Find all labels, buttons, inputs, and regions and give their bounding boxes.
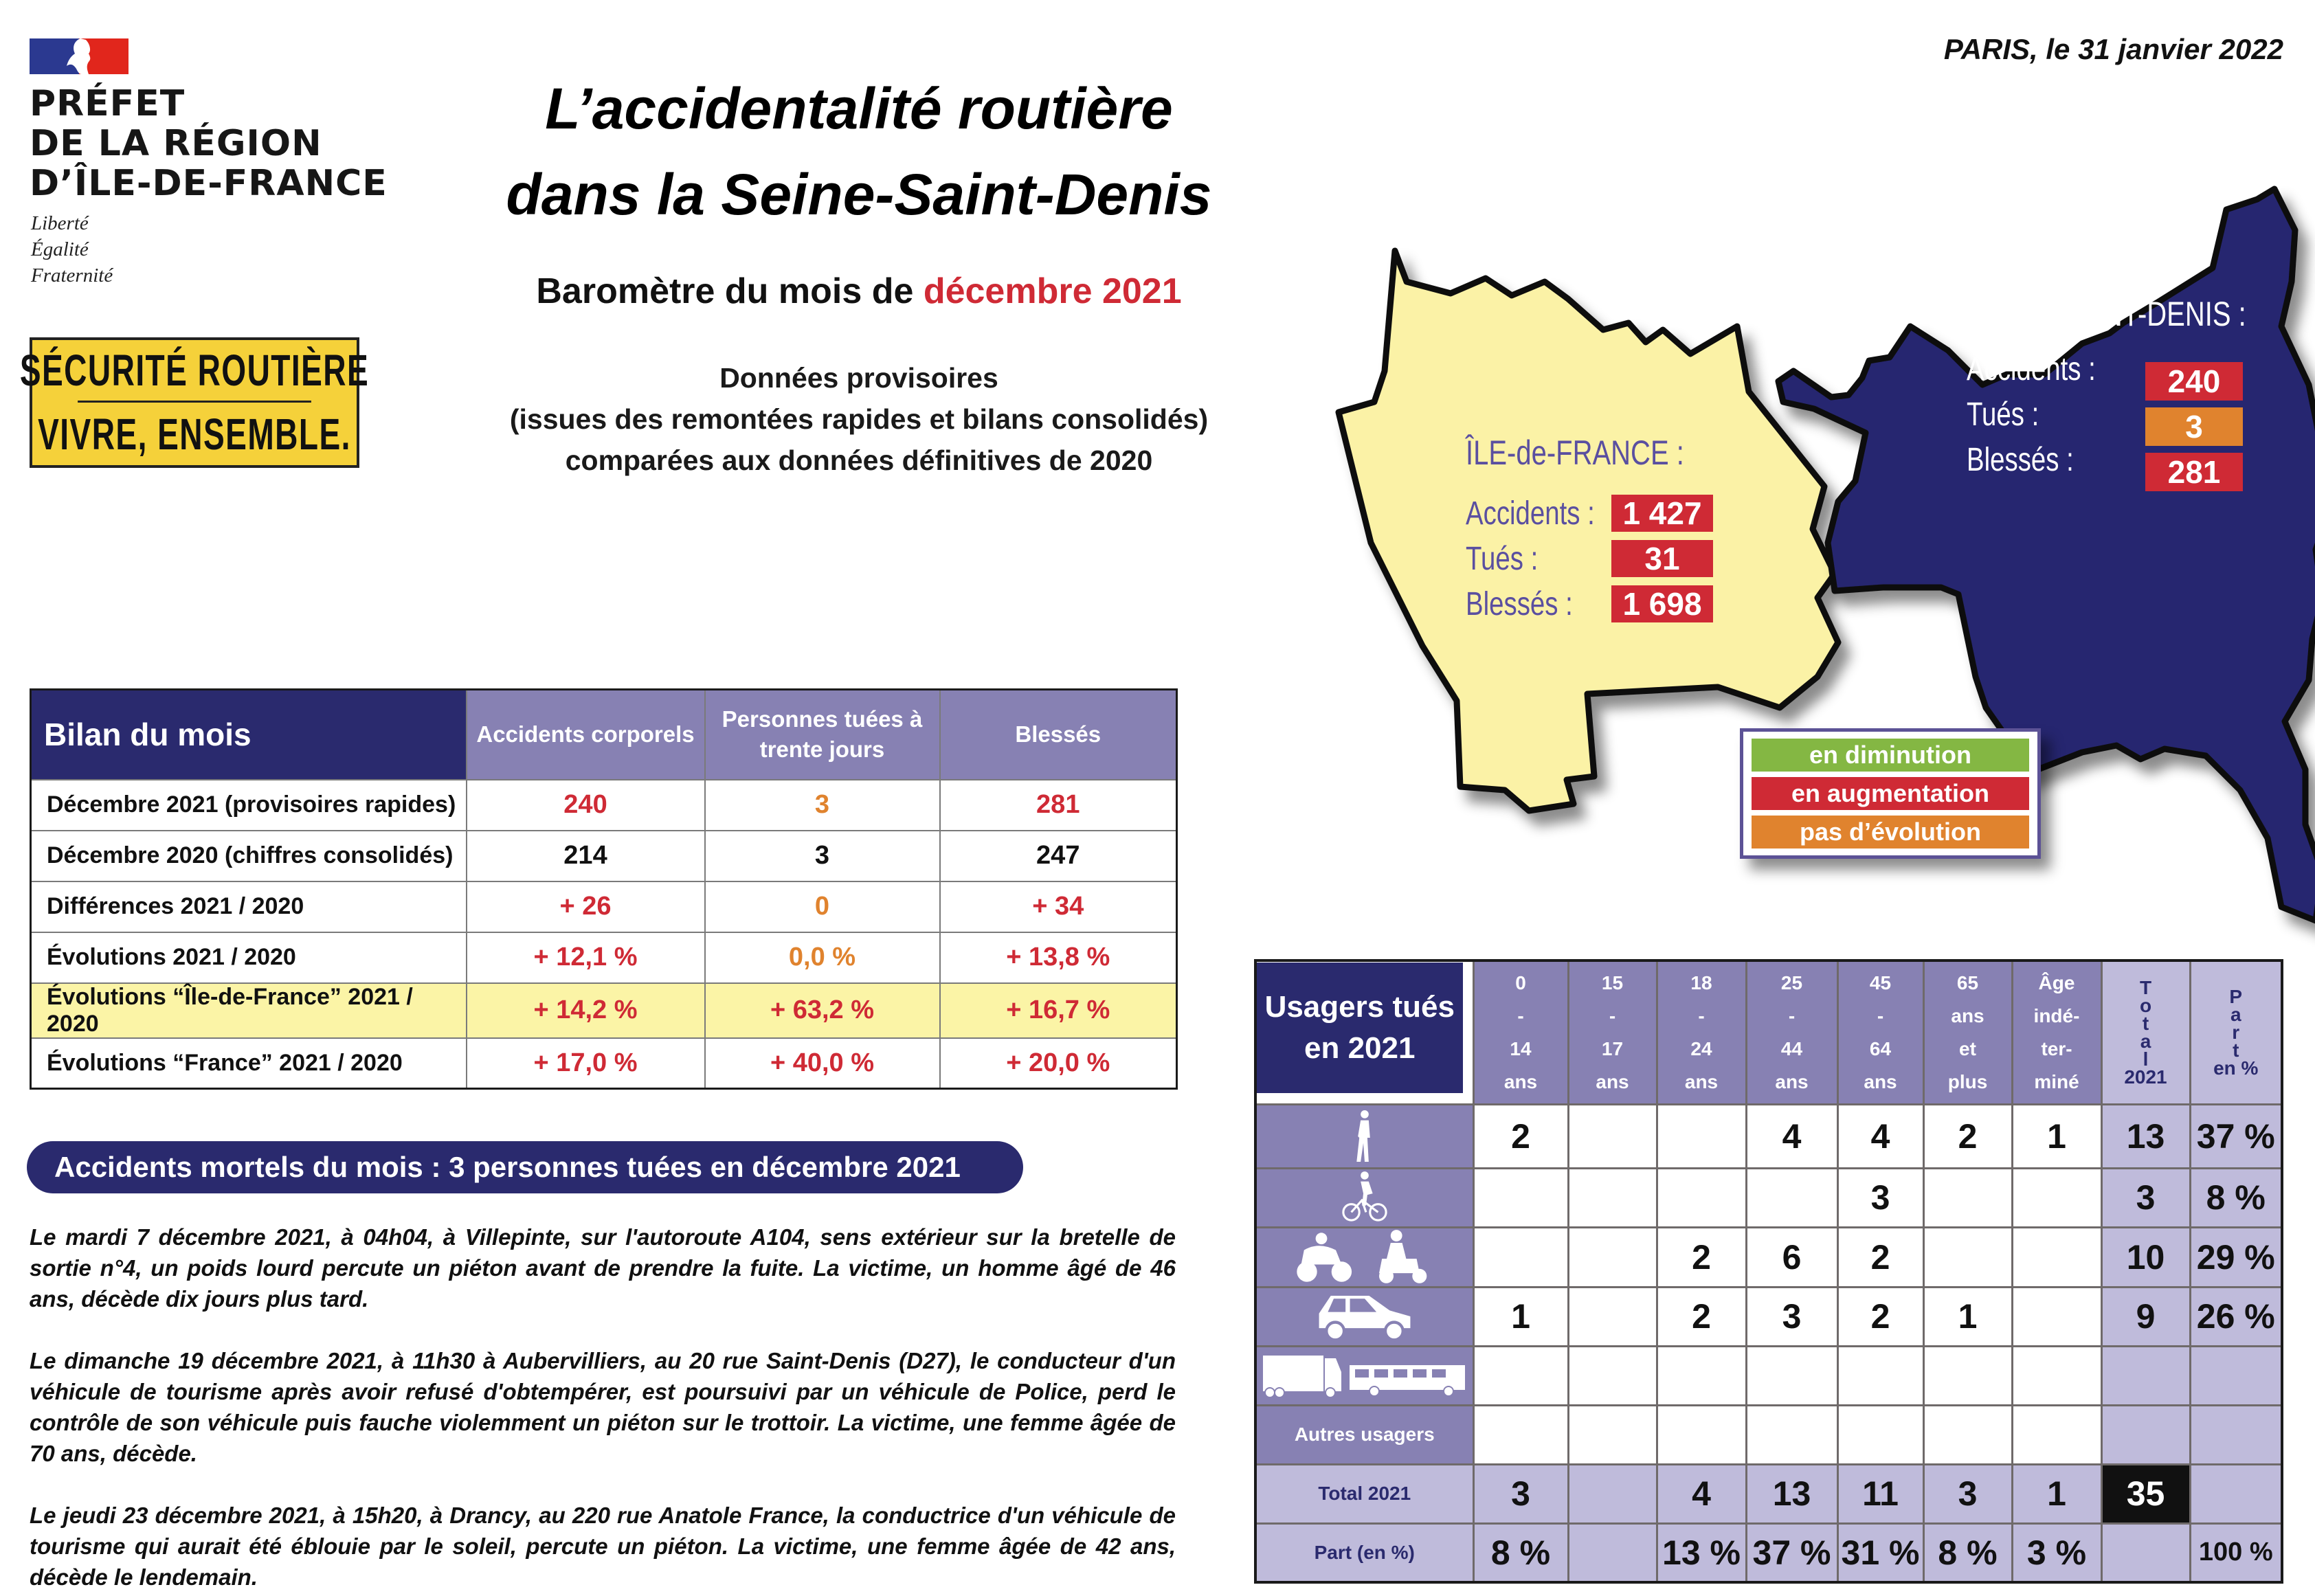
usager-age-cell <box>1923 1346 2012 1405</box>
age-column-header <box>1923 960 2012 1104</box>
bilan-cell-accidents: + 12,1 % <box>467 932 705 983</box>
usager-total-row-part <box>2190 1464 2282 1523</box>
devise-fraternite: Fraternité <box>31 265 113 286</box>
total-column-header-line: T <box>2139 976 2152 998</box>
age-header-line: - <box>1788 1004 1796 1026</box>
bicycle-icon <box>1257 1171 1473 1224</box>
idf-accidents-label: Accidents : <box>1466 495 1595 532</box>
total-column-header <box>2101 960 2190 1104</box>
usagers-title-line-2: en 2021 <box>1304 1031 1416 1065</box>
usager-age-cell <box>1746 1168 1837 1227</box>
bilan-cell-accidents: 214 <box>467 831 705 881</box>
usager-age-cell <box>1657 1168 1746 1227</box>
usager-age-cell: 2 <box>1837 1287 1923 1346</box>
usager-category-cell <box>1255 1227 1473 1287</box>
usager-age-cell: 1 <box>1923 1287 2012 1346</box>
usager-part-row-cell: 3 % <box>2012 1523 2101 1582</box>
usager-age-cell <box>1657 1104 1746 1168</box>
usager-part-row-cell: 8 % <box>1923 1523 2012 1582</box>
total-column-header-line: l <box>2143 1048 2149 1070</box>
usager-total-cell: 13 <box>2101 1104 2190 1168</box>
usager-category-cell <box>1255 1168 1473 1227</box>
bilan-cell-tues: 3 <box>705 831 940 881</box>
accident-description-3: Le jeudi 23 décembre 2021, à 15h20, à Drancy, au 220 rue Anatole France, la conductrice d'un véhicule de tourisme qui aurait été éblouie par le soleil, percute un piéton. La victime, une femme âgée de 42 ans, décède le lendemain. <box>30 1503 1176 1590</box>
bilan-cell-accidents: 240 <box>467 780 705 831</box>
usager-part-row-total <box>2101 1523 2190 1582</box>
legend-item-pas-evolution: pas d’évolution <box>1752 816 2029 848</box>
usager-part-row-cell: 37 % <box>1746 1523 1837 1582</box>
age-header-line: 0 <box>1515 971 1526 993</box>
usagers-title-line-1: Usagers tués <box>1264 989 1455 1024</box>
bilan-row-label: Décembre 2021 (provisoires rapides) <box>31 780 467 831</box>
usager-age-cell <box>1837 1346 1923 1405</box>
idf-accidents-value: 1 427 <box>1611 495 1713 532</box>
subtitle-month: décembre 2021 <box>923 271 1182 311</box>
usager-part-cell: 29 % <box>2190 1227 2282 1287</box>
age-header-line: - <box>1877 1004 1884 1026</box>
bilan-row <box>31 780 1177 831</box>
total-column-header-line: 2021 <box>2124 1066 2167 1088</box>
usager-part-cell: 37 % <box>2190 1104 2282 1168</box>
devise-egalite: Égalité <box>31 238 89 260</box>
bilan-cell-tues: 0 <box>705 881 940 932</box>
age-header-line: ans <box>1503 1070 1538 1092</box>
pedestrian-icon <box>1257 1110 1473 1163</box>
usager-age-cell: 3 <box>1746 1287 1837 1346</box>
usager-age-cell: 2 <box>1657 1287 1746 1346</box>
usager-total-row-cell: 4 <box>1657 1464 1746 1523</box>
usager-age-cell <box>2012 1168 2101 1227</box>
age-header-line: ans <box>1684 1070 1719 1092</box>
age-header-line: ans <box>1951 1004 1984 1026</box>
age-header-line: 24 <box>1690 1037 1712 1059</box>
ssd-blesses-label: Blessés : <box>1967 442 2074 478</box>
age-header-line: miné <box>2034 1070 2079 1092</box>
age-header-line: 15 <box>1601 971 1624 993</box>
usager-age-cell <box>1473 1168 1568 1227</box>
ssd-tues-value: 3 <box>2145 407 2243 446</box>
usager-total-cell <box>2101 1346 2190 1405</box>
part-column-header-line: a <box>2230 1003 2241 1025</box>
age-header-line: et <box>1959 1037 1976 1059</box>
age-column-header <box>1746 960 1837 1104</box>
usager-age-cell <box>1568 1104 1657 1168</box>
usager-row-autres <box>1255 1405 2282 1464</box>
age-column-header <box>1473 960 1568 1104</box>
total-column-header-line: o <box>2139 994 2152 1016</box>
motorcycle-scooter-icon <box>1257 1230 1473 1285</box>
usager-age-cell: 1 <box>1473 1287 1568 1346</box>
donnees-line-3: comparées aux données définitives de 2020 <box>565 445 1153 476</box>
usager-part-row-cell: 8 % <box>1473 1523 1568 1582</box>
usager-part-row-part: 100 % <box>2190 1523 2282 1582</box>
usager-age-cell <box>1923 1227 2012 1287</box>
bilan-du-mois-table <box>30 688 1178 1090</box>
bilan-cell-tues: + 40,0 % <box>705 1038 940 1089</box>
age-header-line: 44 <box>1780 1037 1803 1059</box>
bilan-cell-blesses: + 34 <box>940 881 1177 932</box>
bilan-cell-accidents: + 26 <box>467 881 705 932</box>
donnees-line-1: Données provisoires <box>719 362 998 394</box>
usager-total-row <box>1255 1464 2282 1523</box>
usagers-title-cell <box>1255 960 1473 1104</box>
usager-row-vehicule-leger <box>1255 1287 2282 1346</box>
age-header-line: ans <box>1864 1070 1897 1092</box>
devise-liberte: Liberté <box>31 212 89 234</box>
idf-map-title: ÎLE-de-FRANCE : <box>1466 434 1684 472</box>
bilan-col-tues: Personnes tuées à trente jours <box>705 690 940 780</box>
usager-age-cell: 2 <box>1473 1104 1568 1168</box>
securite-routiere-line-1: SÉCURITÉ ROUTIÈRE <box>78 340 311 403</box>
usager-age-cell: 2 <box>1837 1227 1923 1287</box>
usager-total-row-label: Total 2021 <box>1255 1464 1473 1523</box>
ssd-accidents-label: Accidents : <box>1967 351 2096 387</box>
usager-total-cell: 3 <box>2101 1168 2190 1227</box>
part-column-header-line: r <box>2232 1021 2240 1043</box>
usager-age-cell <box>1568 1227 1657 1287</box>
page-subtitle <box>385 269 1333 313</box>
bilan-row-label: Décembre 2020 (chiffres consolidés) <box>31 831 467 881</box>
bilan-row-label: Différences 2021 / 2020 <box>31 881 467 932</box>
usager-age-cell <box>2012 1227 2101 1287</box>
usager-age-cell <box>1568 1168 1657 1227</box>
usager-age-cell <box>2012 1346 2101 1405</box>
usager-age-cell <box>1923 1168 2012 1227</box>
usager-total-row-cell: 11 <box>1837 1464 1923 1523</box>
age-header-line: 14 <box>1510 1037 1532 1059</box>
part-column-header-line: t <box>2233 1039 2239 1061</box>
age-header-line: Âge <box>2038 971 2075 993</box>
usagers-title <box>1257 963 1463 1093</box>
part-column-header <box>2190 960 2282 1104</box>
subtitle-prefix: Baromètre du mois de <box>536 271 924 311</box>
idf-blesses-value: 1 698 <box>1611 585 1713 622</box>
page-title-line-2: dans la Seine-Saint-Denis <box>506 162 1212 227</box>
usager-part-cell <box>2190 1346 2282 1405</box>
bilan-cell-blesses: + 20,0 % <box>940 1038 1177 1089</box>
total-column-header-line: t <box>2142 1012 2149 1034</box>
usager-part-cell: 8 % <box>2190 1168 2282 1227</box>
usager-total-row-cell: 3 <box>1473 1464 1568 1523</box>
ssd-tues-label: Tués : <box>1967 396 2039 433</box>
marianne-flag-icon <box>30 38 128 74</box>
bilan-row-label: Évolutions “France” 2021 / 2020 <box>31 1038 467 1089</box>
bilan-cell-tues: 0,0 % <box>705 932 940 983</box>
legend-item-diminution: en diminution <box>1752 739 2029 772</box>
usager-part-row-cell: 31 % <box>1837 1523 1923 1582</box>
usager-age-cell <box>1837 1405 1923 1464</box>
usager-age-cell <box>2012 1287 2101 1346</box>
ssd-map-title: SEINE-SAINT-DENIS : <box>1967 295 2246 333</box>
bilan-col-accidents: Accidents corporels <box>467 690 705 780</box>
usager-part-cell <box>2190 1405 2282 1464</box>
age-header-line: ter- <box>2041 1037 2072 1059</box>
accident-description-2: Le dimanche 19 décembre 2021, à 11h30 à Aubervilliers, au 20 rue Saint-Denis (D27), le conducteur d'un véhicule de tourisme après avoir refusé d'obtempérer, est poursuivi par un véhicule de Police, perd le contrôle de son véhicule puis fauche violemment un piéton sur le trottoir. La victime, une femme âgée de 70 ans, décède. <box>30 1348 1176 1466</box>
part-column-header-line: P <box>2229 985 2243 1007</box>
usager-age-cell <box>1473 1227 1568 1287</box>
accidents-mortels-banner: Accidents mortels du mois : 3 personnes tuées en décembre 2021 <box>27 1141 1023 1193</box>
usager-age-cell: 3 <box>1837 1168 1923 1227</box>
idf-tues-label: Tués : <box>1466 541 1539 577</box>
legend-item-augmentation: en augmentation <box>1752 777 2029 810</box>
part-column-header-line: en % <box>2213 1057 2259 1079</box>
page-title-line-1: L’accidentalité routière <box>545 76 1173 141</box>
donnees-line-2: (issues des remontées rapides et bilans consolidés) <box>509 403 1209 435</box>
ssd-accidents-value: 240 <box>2145 362 2243 401</box>
usagers-header-row <box>1255 960 2282 1104</box>
total-column-header-line: a <box>2140 1030 2151 1052</box>
ssd-blesses-value: 281 <box>2145 453 2243 491</box>
securite-routiere-logo <box>19 337 370 468</box>
marianne-profile-icon <box>65 38 93 74</box>
usager-total-cell <box>2101 1405 2190 1464</box>
usager-category-cell <box>1255 1287 1473 1346</box>
usager-category-label: Autres usagers <box>1294 1424 1435 1445</box>
usager-category-cell <box>1255 1104 1473 1168</box>
age-header-line: 25 <box>1780 971 1803 993</box>
usager-age-cell <box>1746 1346 1837 1405</box>
bilan-cell-blesses: 281 <box>940 780 1177 831</box>
usager-age-cell: 6 <box>1746 1227 1837 1287</box>
usager-age-cell <box>1568 1287 1657 1346</box>
accident-description-1: Le mardi 7 décembre 2021, à 04h04, à Villepinte, sur l'autoroute A104, sens extérieur sur la bretelle de sortie n°4, un poids lourd percute un piéton avant de prendre la fuite. La victime, un homme âgé de 46 ans, décède dix jours plus tard. <box>30 1224 1176 1312</box>
usager-row-pieton <box>1255 1104 2282 1168</box>
prefet-line-2: DE LA RÉGION <box>30 123 322 164</box>
bilan-row <box>31 881 1177 932</box>
age-header-line: 18 <box>1690 971 1712 993</box>
bilan-row-label: Évolutions “Île-de-France” 2021 / 2020 <box>31 983 467 1038</box>
age-header-line: - <box>1698 1004 1705 1026</box>
idf-tues-value: 31 <box>1611 540 1713 577</box>
usager-age-cell <box>2012 1405 2101 1464</box>
usager-age-cell <box>1657 1346 1746 1405</box>
usager-age-cell <box>1657 1405 1746 1464</box>
usager-part-row-label: Part (en %) <box>1255 1523 1473 1582</box>
age-column-header <box>2012 960 2101 1104</box>
bilan-cell-blesses: + 16,7 % <box>940 983 1177 1038</box>
truck-bus-icon <box>1257 1353 1473 1398</box>
bilan-cell-tues: 3 <box>705 780 940 831</box>
usager-total-row-cell <box>1568 1464 1657 1523</box>
usager-age-cell: 2 <box>1923 1104 2012 1168</box>
age-header-line: plus <box>1947 1070 1988 1092</box>
usager-age-cell <box>1473 1405 1568 1464</box>
usager-row-cycliste <box>1255 1168 2282 1227</box>
car-icon <box>1257 1290 1473 1343</box>
bilan-cell-tues: + 63,2 % <box>705 983 940 1038</box>
age-header-line: - <box>1517 1004 1524 1026</box>
usager-part-cell: 26 % <box>2190 1287 2282 1346</box>
age-column-header <box>1837 960 1923 1104</box>
usager-part-row-cell: 13 % <box>1657 1523 1746 1582</box>
bilan-title: Bilan du mois <box>31 690 467 780</box>
usager-age-cell: 2 <box>1657 1227 1746 1287</box>
age-header-line: 45 <box>1869 971 1892 993</box>
bilan-cell-accidents: + 14,2 % <box>467 983 705 1038</box>
usager-age-cell <box>1923 1405 2012 1464</box>
securite-routiere-line-2: VIVRE, ENSEMBLE. <box>38 409 351 459</box>
idf-blesses-label: Blessés : <box>1466 586 1573 622</box>
bilan-header-row <box>31 690 1177 780</box>
usager-total-row-cell: 3 <box>1923 1464 2012 1523</box>
age-column-header <box>1568 960 1657 1104</box>
publication-date: PARIS, le 31 janvier 2022 <box>1943 33 2283 65</box>
usager-age-cell: 4 <box>1746 1104 1837 1168</box>
age-header-line: indé- <box>2033 1004 2080 1026</box>
usager-age-cell: 4 <box>1837 1104 1923 1168</box>
usagers-tues-table <box>1254 959 2283 1584</box>
age-header-line: 64 <box>1869 1037 1892 1059</box>
usager-total-cell: 9 <box>2101 1287 2190 1346</box>
bilan-cell-blesses: + 13,8 % <box>940 932 1177 983</box>
usager-age-cell: 1 <box>2012 1104 2101 1168</box>
age-header-line: - <box>1609 1004 1616 1026</box>
age-header-line: 65 <box>1956 971 1979 993</box>
bilan-row <box>31 932 1177 983</box>
bilan-cell-accidents: + 17,0 % <box>467 1038 705 1089</box>
usager-age-cell <box>1746 1405 1837 1464</box>
age-header-line: 17 <box>1601 1037 1624 1059</box>
bilan-row <box>31 983 1177 1038</box>
usager-category-cell <box>1255 1405 1473 1464</box>
usager-age-cell <box>1473 1346 1568 1405</box>
usager-total-row-cell: 1 <box>2012 1464 2101 1523</box>
prefet-line-1: PRÉFET <box>30 83 186 124</box>
prefet-line-3: D’ÎLE-DE-FRANCE <box>30 163 388 204</box>
usager-age-cell <box>1568 1346 1657 1405</box>
age-column-header <box>1657 960 1746 1104</box>
bilan-row <box>31 1038 1177 1089</box>
bilan-row-label: Évolutions 2021 / 2020 <box>31 932 467 983</box>
usager-total-row-cell: 13 <box>1746 1464 1837 1523</box>
usager-category-cell <box>1255 1346 1473 1405</box>
usager-age-cell <box>1568 1405 1657 1464</box>
usager-row-deux-roues-motorises <box>1255 1227 2282 1287</box>
grand-total-cell: 35 <box>2101 1464 2190 1523</box>
usager-total-cell: 10 <box>2101 1227 2190 1287</box>
age-header-line: ans <box>1775 1070 1809 1092</box>
bilan-col-blesses: Blessés <box>940 690 1177 780</box>
usager-part-row-cell <box>1568 1523 1657 1582</box>
bilan-cell-blesses: 247 <box>940 831 1177 881</box>
usager-row-poids-lourds-bus <box>1255 1346 2282 1405</box>
age-header-line: ans <box>1596 1070 1629 1092</box>
bilan-row <box>31 831 1177 881</box>
usager-part-row <box>1255 1523 2282 1582</box>
color-legend <box>1740 728 2041 859</box>
